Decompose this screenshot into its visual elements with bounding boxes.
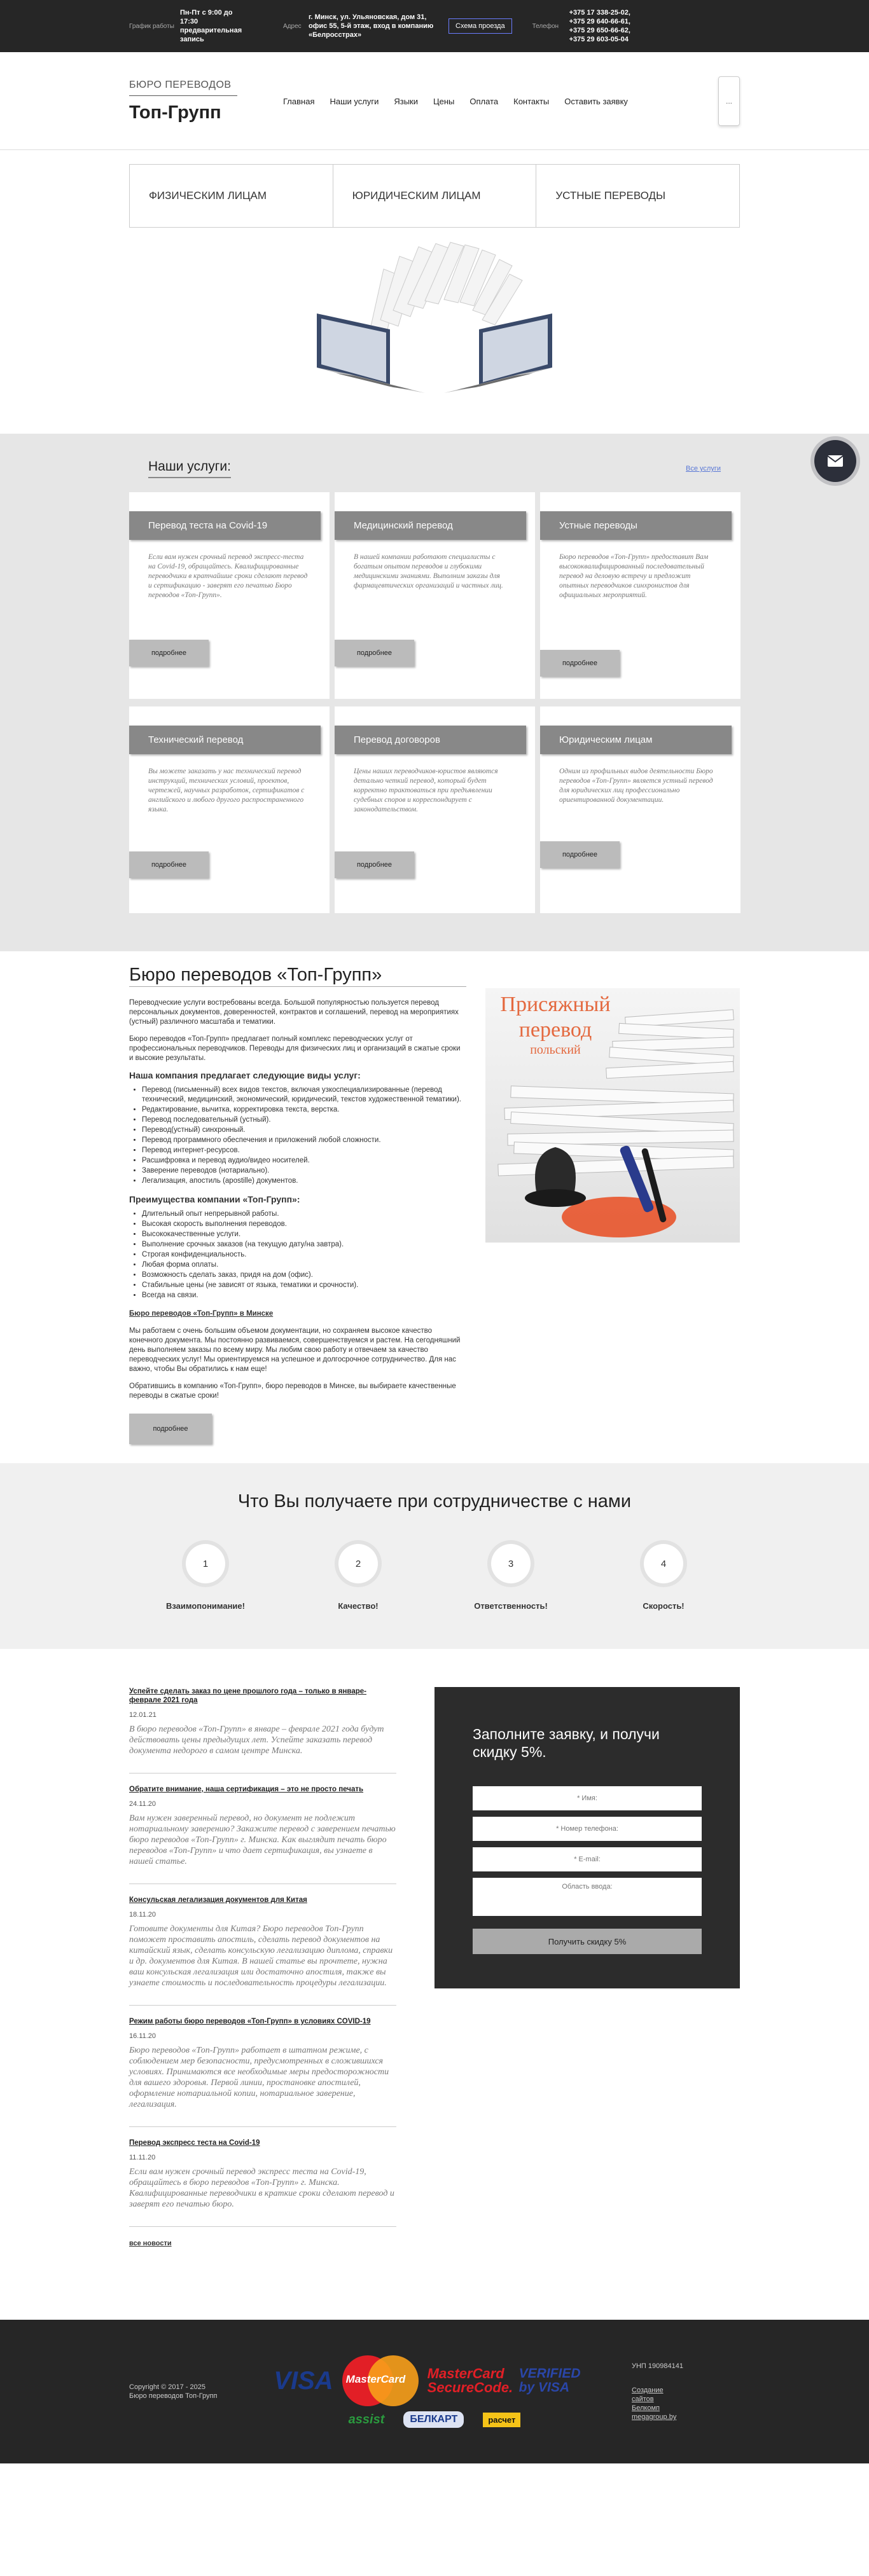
list-item: • Строгая конфиденциальность. (142, 1250, 466, 1260)
step-number: 1 (186, 1544, 225, 1583)
service-more-button[interactable]: подробнее (335, 851, 414, 878)
benefit-step (441, 1544, 581, 1611)
step-label: Качество! (338, 1601, 379, 1611)
nav-languages[interactable]: Языки (394, 96, 419, 106)
about-paragraph: Переводческие услуги востребованы всегда. Большой популярностью пользуется перевод персональных документов, доверенностей, контрактов и соглашений, перевод на мероприятиях (устный) различного масштаба и тематики. (129, 999, 459, 1026)
belkart-logo: БЕЛКАРТ (403, 2411, 464, 2428)
list-item: • Редактирование, вычитка, корректировка текста, верстка. (142, 1105, 466, 1115)
logo-subtitle: БЮРО ПЕРЕВОДОВ (129, 79, 232, 90)
benefit-step (594, 1544, 733, 1611)
service-card-text: Бюро переводов «Топ-Групп» предоставит Вам высококвалифицированный последовательный перевод на деловую встречу и предложит опытных переводчиков синхронистов для официальных мероприятий. (559, 553, 709, 599)
service-card (335, 492, 535, 699)
mail-floating-button[interactable] (814, 440, 856, 482)
list-item: • Перевод интернет-ресурсов. (142, 1146, 466, 1155)
all-services-link[interactable]: Все услуги (686, 465, 721, 472)
news-title-link[interactable]: Консульская легализация документов для Китая (129, 1896, 307, 1904)
list-item: • Высокая скорость выполнения переводов. (142, 1220, 466, 1229)
mastercard-logo: MasterCard (342, 2355, 419, 2406)
main-nav (275, 93, 718, 110)
list-item: • Легализация, апостиль (apostille) документов. (142, 1176, 466, 1186)
about-title: Бюро переводов «Топ-Групп» (129, 970, 466, 987)
developer-link[interactable]: Создание (632, 2387, 664, 2394)
news-date: 12.01.21 (129, 1711, 156, 1719)
get-discount-button[interactable]: Получить скидку 5% (473, 1929, 702, 1954)
verified-by-visa-logo: VERIFIED by VISA (518, 2366, 581, 2395)
step-label: Взаимопонимание! (165, 1601, 245, 1611)
services-section (0, 434, 869, 951)
news-item (129, 1777, 396, 1884)
mastercard-securecode-logo: MasterCard SecureCode. (427, 2366, 513, 2395)
address-label: Адрес (283, 22, 302, 30)
news-item (129, 1687, 396, 1774)
sworn-translation-image (485, 988, 740, 1243)
service-card-title[interactable]: Юридическим лицам (540, 726, 732, 754)
news-title-link[interactable]: Перевод экспресс теста на Covid-19 (129, 2139, 260, 2147)
news-item (129, 2009, 396, 2127)
service-card (129, 706, 330, 913)
visa-logo: VISA (274, 2366, 333, 2395)
map-button[interactable]: Схема проезда (448, 18, 512, 34)
copyright: Copyright © 2017 - 2025 (129, 2383, 206, 2391)
step-label: Скорость! (643, 1601, 685, 1611)
phones (569, 8, 630, 44)
list-item: • Любая форма оплаты. (142, 1260, 466, 1270)
logo-divider (129, 95, 237, 96)
list-item: • Возможность сделать заказ, придя на дом (офис). (142, 1271, 466, 1280)
news-item (129, 1888, 396, 2006)
name-field[interactable] (473, 1786, 702, 1810)
phone-field[interactable] (473, 1817, 702, 1841)
nav-home[interactable]: Главная (283, 96, 315, 106)
benefit-step (288, 1544, 428, 1611)
service-more-button[interactable]: подробнее (335, 640, 414, 666)
news-title-link[interactable]: Обратите внимание, наша сертификация – это не просто печать (129, 1786, 364, 1793)
address-value: г. Минск, ул. Ульяновская, дом 31, офис 55, 5-й этаж, вход в компанию «Белросстрах» (309, 13, 434, 39)
service-card-title[interactable]: Медицинский перевод (335, 511, 526, 540)
nav-request[interactable]: Оставить заявку (564, 96, 628, 106)
company-name: Бюро переводов Топ-Групп (129, 2392, 218, 2400)
step-number: 2 (338, 1544, 378, 1583)
news-date: 18.11.20 (129, 1911, 156, 1918)
service-card-text: Одним из профильных видов деятельности Бюро переводов «Топ-Групп» является устный перевод для юридических лиц профессионально ориентированной документации. (559, 768, 713, 804)
news-title-link[interactable]: Успейте сделать заказ по цене прошлого года – только в январе-феврале 2021 года (129, 1688, 366, 1704)
nav-services[interactable]: Наши услуги (330, 96, 379, 106)
about-paragraph: Мы работаем с очень большим объемом документации, но сохраняем высокое качество конечного документа. Мы постоянно развиваемся, совершенствуемся и растем. На сегодняшний день выполняем заказы по всему миру. Мы любим свою работу и отвечаем за качество переводческих услуг! Мы ориентируемся на успешное и долгосрочное сотрудничество. Для нас важно, чтобы Вы обратились к нам еще! (129, 1327, 461, 1373)
services-title: Наши услуги: (148, 459, 231, 478)
phone-2[interactable]: +375 29 640-66-61, (569, 18, 630, 25)
list-item: • Высококачественные услуги. (142, 1230, 466, 1239)
news-item (129, 2131, 396, 2227)
hours-value: Пн-Пт с 9:00 до 17:30 предварительная запись (180, 9, 242, 43)
assist-logo: assist (348, 2412, 385, 2427)
benefits-title: Что Вы получаете при сотрудничестве с нами (237, 1491, 632, 1512)
benefit-steps (129, 1544, 740, 1611)
laptops-pages-illustration (269, 231, 600, 415)
about-minsk-link[interactable]: Бюро переводов «Топ-Групп» в Минске (129, 1310, 274, 1318)
news-date: 11.11.20 (129, 2154, 156, 2161)
advantages-heading: Преимущества компании «Топ-Групп»: (129, 1194, 300, 1204)
list-item: • Перевод (письменный) всех видов текстов, включая узкоспециализированные (перевод технический, медицинский, экономический, юридический, текстов художественной тематики). (142, 1085, 466, 1105)
news-text: В бюро переводов «Топ-Групп» в январе – феврале 2021 года будут действовать цены предыдущих лет. Успейте заказать перевод документа недорого в самом центре Минска. (129, 1725, 384, 1756)
service-more-button[interactable]: подробнее (540, 650, 620, 677)
step-label: Ответственность! (474, 1601, 548, 1611)
unp-number: УНП 190984141 (632, 2362, 683, 2370)
service-card-text: Цены наших переводчиков-юристов являются детально четкий перевод, который будет корректно трактоваться при предъявлении судебных споров и корреспондирует с законодательством. (354, 768, 498, 813)
about-more-button[interactable]: подробнее (129, 1414, 212, 1444)
list-item: • Перевод программного обеспечения и приложений любой сложности. (142, 1136, 466, 1145)
service-card-text: Вы можете заказать у нас технический перевод инструкций, технических условий, проектов, чертежей, научных разработок, сертификатов с английского и любого другого распространенного языка. (148, 768, 305, 813)
advantages-list (129, 1209, 466, 1300)
raschet-logo: расчет (483, 2413, 520, 2427)
service-card-title[interactable]: Технический перевод (129, 726, 321, 754)
about-paragraph: Обратившись в компанию «Топ-Групп», бюро переводов в Минске, вы выбираете качественные переводы в сжатые сроки! (129, 1382, 456, 1400)
nav-prices[interactable]: Цены (433, 96, 455, 106)
list-item: • Стабильные цены (не зависят от языка, тематики и срочности). (142, 1281, 466, 1290)
message-field[interactable] (473, 1878, 702, 1916)
tab-legal-entities[interactable]: ЮРИДИЧЕСКИМ ЛИЦАМ (333, 165, 537, 227)
services-grid (129, 492, 740, 913)
service-card (129, 492, 330, 699)
services-list (129, 1085, 466, 1186)
email-field[interactable] (473, 1847, 702, 1871)
news-date: 16.11.20 (129, 2032, 156, 2040)
developer-link[interactable]: сайтов (632, 2395, 654, 2403)
benefits-section (0, 1463, 869, 1649)
developer-link[interactable]: Белкомп (632, 2404, 660, 2412)
nav-payment[interactable]: Оплата (469, 96, 499, 106)
image-caption: Присяжный перевод (500, 993, 611, 1042)
form-title: Заполните заявку, и получи скидку 5%. (473, 1726, 660, 1760)
hero-laptops-image (129, 228, 740, 418)
list-item: • Заверение переводов (нотариально). (142, 1166, 466, 1176)
service-card-title[interactable]: Перевод договоров (335, 726, 526, 754)
news-title-link[interactable]: Режим работы бюро переводов «Топ-Групп» в условиях COVID-19 (129, 2018, 371, 2025)
benefit-step (136, 1544, 275, 1611)
list-item: • Расшифровка и перевод аудио/видео носителей. (142, 1156, 466, 1166)
list-item: • Всегда на связи. (142, 1291, 466, 1300)
footer (0, 2320, 869, 2463)
phone-label: Телефон (532, 22, 559, 30)
discount-form (434, 1687, 740, 1988)
mail-icon (827, 455, 844, 467)
news-form-section (0, 1649, 869, 2285)
service-card-title[interactable]: Перевод теста на Covid-19 (129, 511, 321, 540)
news-text: Готовите документы для Китая? Бюро переводов Топ-Групп поможет проставить апостиль, сделать перевод документов на китайский язык, сделать консульскую легализацию диплома, справки и др. документов для Китая. В нашей статье вы прочтете, нужна ваш консульская легализация или достаточно апостиля, также вы узнаете стоимость и последовательность процедуры легализации. (129, 1924, 393, 1988)
step-number: 4 (644, 1544, 683, 1583)
list-item: • Длительный опыт непрерывной работы. (142, 1209, 466, 1219)
tab-oral-translations[interactable]: УСТНЫЕ ПЕРЕВОДЫ (555, 189, 666, 202)
news-text: Если вам нужен срочный перевод экспресс теста на Covid-19, обращайтесь в бюро переводов «Топ-Групп» г. Минска. Квалифицированные переводчики в краткие сроки сделают перевод и заверят его печатью бюро. (129, 2167, 394, 2209)
top-bar (0, 0, 869, 52)
logo-title: Топ-Групп (129, 102, 221, 123)
audience-tabs (129, 164, 740, 228)
phone-4[interactable]: +375 29 603-05-04 (569, 36, 629, 43)
news-text: Вам нужен заверенный перевод, но документ не подлежит нотариальному заверению? Закажите перевод с заверением печатью бюро переводов «Топ-Групп» г. Минска. Как выглядит печать бюро переводов «Топ-Групп» и что дает сертификация, вы узнаете в нашей статье. (129, 1814, 396, 1866)
news-text: Бюро переводов «Топ-Групп» работает в штатном режиме, с соблюдением мер безопасности, предусмотренных в сложившихся условиях. Принимаются все необходимые меры предосторожности для вашего здоровья. Первой линии, простановке апостилей, оформление нотариальной копии, нотариальное заверение, легализация. (129, 2046, 389, 2109)
list-item: • Перевод последовательный (устный). (142, 1115, 466, 1125)
nav-contacts[interactable]: Контакты (513, 96, 550, 106)
phone-3[interactable]: +375 29 650-66-62, (569, 27, 630, 34)
service-card (540, 706, 740, 913)
all-news-link[interactable]: все новости (129, 2240, 172, 2247)
service-more-button[interactable]: подробнее (540, 841, 620, 868)
service-card (335, 706, 535, 913)
services-list-heading: Наша компания предлагает следующие виды услуг: (129, 1070, 361, 1080)
service-more-button[interactable]: подробнее (129, 851, 209, 878)
service-card-title[interactable]: Устные переводы (540, 511, 732, 540)
logo[interactable] (129, 79, 237, 123)
more-menu-button[interactable]: ... (718, 76, 740, 126)
service-card-text: В нашей компании работают специалисты с богатым опытом переводов и глубокими медицинскими знаниями. Выполним заказы для фармацевтических организаций и частных лиц. (354, 553, 503, 589)
image-subcaption: польский (530, 1043, 581, 1057)
header (0, 52, 869, 150)
step-number: 3 (491, 1544, 531, 1583)
list-item: • Перевод(устный) синхронный. (142, 1126, 466, 1135)
payment-logos (263, 2355, 606, 2428)
service-card-text: Если вам нужен срочный перевод экспресс-теста на Covid-19, обращайтесь. Квалифицированные переводчики в кратчайшие сроки сделают перевод и сертификацию - заверят его печатью Бюро переводов «Топ-Групп». (148, 553, 308, 599)
developer-link[interactable]: megagroup.by (632, 2413, 677, 2421)
audience-tabs-section (0, 150, 869, 418)
about-paragraph: Бюро переводов «Топ-Групп» предлагает полный комплекс переводческих услуг от профессиональных переводчиков. Переводы для физических лиц и организаций в сжатые сроки и высокие результаты. (129, 1035, 461, 1062)
news-list (129, 1687, 396, 2247)
news-date: 24.11.20 (129, 1800, 156, 1808)
list-item: • Выполнение срочных заказов (на текущую дату/на завтра). (142, 1240, 466, 1250)
about-section (0, 951, 869, 1463)
tab-individuals[interactable]: ФИЗИЧЕСКИМ ЛИЦАМ (130, 165, 333, 227)
service-card (540, 492, 740, 699)
phone-1[interactable]: +375 17 338-25-02, (569, 9, 630, 17)
hours-label: График работы (129, 22, 174, 30)
service-more-button[interactable]: подробнее (129, 640, 209, 666)
